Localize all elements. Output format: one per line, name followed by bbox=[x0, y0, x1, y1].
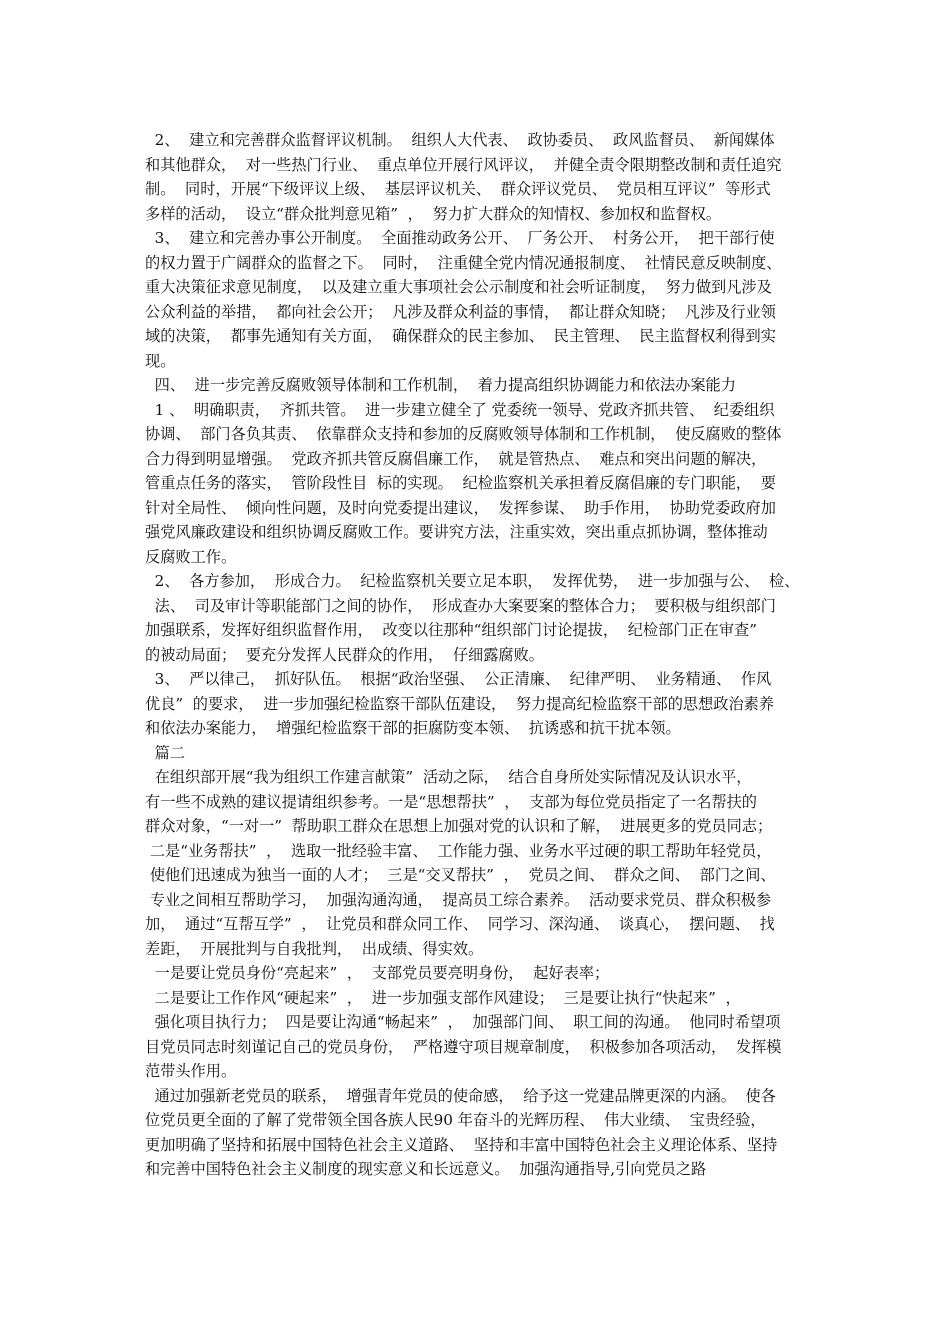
text-line: 差距， 开展批判与自我批判， 出成绩、得实效。 bbox=[145, 939, 484, 958]
text-line: 的被动局面； 要充分发挥人民群众的作用， 仔细露腐败。 bbox=[145, 645, 544, 664]
text-line: 通过加强新老党员的联系， 增强青年党员的使命感， 给予这一党建品牌更深的内涵。 使各 bbox=[145, 1086, 776, 1105]
text-line: 强化项目执行力； 四是要让沟通“畅起来” ， 加强部门间、 职工间的沟通。 他同时希望项 bbox=[145, 1013, 781, 1031]
text-line: 针对全局性、 倾向性问题，及时向党委提出建议， 发挥参谋、 助手作用， 协助党委政府加 bbox=[145, 498, 776, 517]
text-line: 优良” 的要求， 进一步加强纪检监察干部队伍建设， 努力提高纪检监察干部的思想政治素养 bbox=[145, 694, 775, 713]
text-line: 公众利益的举措， 都向社会公开； 凡涉及群众利益的事情， 都让群众知晓； 凡涉及行业领 bbox=[145, 302, 776, 321]
text-line: 2、 建立和完善群众监督评议机制。 组织人大代表、 政协委员、 政风监督员、 新闻媒体 bbox=[145, 131, 775, 149]
text-line: 二是要让工作作风“硬起来” ， 进一步加强支部作风建设； 三是要让执行“快起来” ， bbox=[145, 988, 741, 1007]
text-line: 和其他群众， 对一些热门行业、 重点单位开展行风评议， 并健全责令限期整改制和责任追究 bbox=[145, 155, 782, 174]
text-line: 3、 建立和完善办事公开制度。 全面推动政务公开、 厂务公开、 村务公开， 把干部行使 bbox=[145, 229, 775, 247]
text-line: 使他们迅速成为独当一面的人才； 三是“交叉帮扶” ， 党员之间、 群众之间、 部门之间、 bbox=[145, 866, 776, 884]
text-line: 和依法办案能力， 增强纪检监察干部的拒腐防变本领、 抗诱惑和抗干扰本领。 bbox=[145, 719, 681, 737]
text-line: 专业之间相互帮助学习， 加强沟通沟通， 提高员工综合素养。 活动要求党员、群众积极参 bbox=[145, 890, 772, 909]
text-line: 群众对象，“一对一” 帮助职工群众在思想上加强对党的认识和了解， 进展更多的党员同志； bbox=[145, 817, 773, 835]
text-line: 一是要让党员身份“亮起来” ， 支部党员要亮明身份， 起好表率； bbox=[145, 964, 610, 982]
text-line: 合力得到明显增强。 党政齐抓共管反腐倡廉工作， 就是管热点、 难点和突出问题的解决， bbox=[145, 449, 767, 468]
text-line: 位党员更全面的了解了党带领全国各族人民90 年奋斗的光辉历程、 伟大业绩、 宝贵经验， bbox=[145, 1111, 766, 1129]
text-line: 有一些不成熟的建议提请组织参考。一是“思想帮扶” ， 支部为每位党员指定了一名帮扶的 bbox=[145, 792, 757, 811]
text-line: 目党员同志时刻谨记自己的党员身份， 严格遵守项目规章制度， 积极参加各项活动， 发挥模 bbox=[145, 1037, 782, 1056]
text-line: 加强联系，发挥好组织监督作用， 改变以往那种“组织部门讨论提拔， 纪检部门正在审查” bbox=[145, 621, 757, 639]
text-line: 的权力置于广阔群众的监督之下。 同时， 注重健全党内情况通报制度、 社情民意反映制度、 bbox=[145, 253, 782, 272]
text-line: 重大决策征求意见制度， 以及建立重大事项社会公示制度和社会听证制度， 努力做到凡涉及 bbox=[145, 278, 772, 296]
text-line: 更加明确了坚持和拓展中国特色社会主义道路、 坚持和丰富中国特色社会主义理论体系、坚持 bbox=[145, 1135, 778, 1154]
text-line: 管重点任务的落实， 管阶段性目 标的实现。 纪检监察机关承担着反腐倡廉的专门职能， 要 bbox=[145, 474, 776, 492]
text-line: 制。 同时，开展“下级评议上级、 基层评议机关、 群众评议党员、 党员相互评议” 等形式 bbox=[145, 180, 771, 198]
text-line: 篇二 bbox=[145, 743, 186, 762]
text-line: 在组织部开展“我为组织工作建言献策” 活动之际， 结合自身所处实际情况及认识水平， bbox=[145, 768, 752, 786]
text-line: 强党风廉政建设和组织协调反腐败工作。要讲究方法，注重实效，突出重点抓协调，整体推动 bbox=[145, 523, 768, 541]
text-line: 法、 司及审计等职能部门之间的协作， 形成查办大案要案的整体合力； 要积极与组织部门 bbox=[145, 596, 776, 615]
text-line: 1 、 明确职责， 齐抓共管。 进一步建立健全了 党委统一领导、党政齐抓共管、 纪委组织 bbox=[145, 400, 775, 419]
text-line: 二是“业务帮扶” ， 选取一批经验丰富、 工作能力强、业务水平过硬的职工帮助年轻党员， bbox=[145, 841, 772, 860]
text-line: 2、 各方参加， 形成合力。 纪检监察机关要立足本职， 发挥优势， 进一步加强与公、 检、 bbox=[145, 572, 800, 590]
text-line: 反腐败工作。 bbox=[145, 547, 237, 566]
text-line: 四、 进一步完善反腐败领导体制和工作机制， 着力提高组织协调能力和依法办案能力 bbox=[145, 376, 736, 394]
text-line: 域的决策， 都事先通知有关方面， 确保群众的民主参加、 民主管理、 民主监督权利得到实 bbox=[145, 327, 776, 345]
text-line: 协调、 部门各负其责、 依靠群众支持和参加的反腐败领导体制和工作机制， 使反腐败的整体 bbox=[145, 425, 782, 443]
text-line: 多样的活动， 设立“群众批判意见箱” ， 努力扩大群众的知情权、参加权和监督权。 bbox=[145, 204, 722, 223]
text-line: 加， 通过“互帮互学” ， 让党员和群众同工作、 同学习、深沟通、 谈真心， 摆问题、 找 bbox=[145, 915, 775, 933]
text-line: 现。 bbox=[145, 351, 176, 370]
text-line: 和完善中国特色社会主义制度的现实意义和长远意义。 加强沟通指导,引向党员之路 bbox=[145, 1160, 707, 1178]
text-line: 3、 严以律己， 抓好队伍。 根据“政治坚强、 公正清廉、 纪律严明、 业务精通、 作风 bbox=[145, 670, 772, 688]
text-line: 范带头作用。 bbox=[145, 1062, 237, 1080]
